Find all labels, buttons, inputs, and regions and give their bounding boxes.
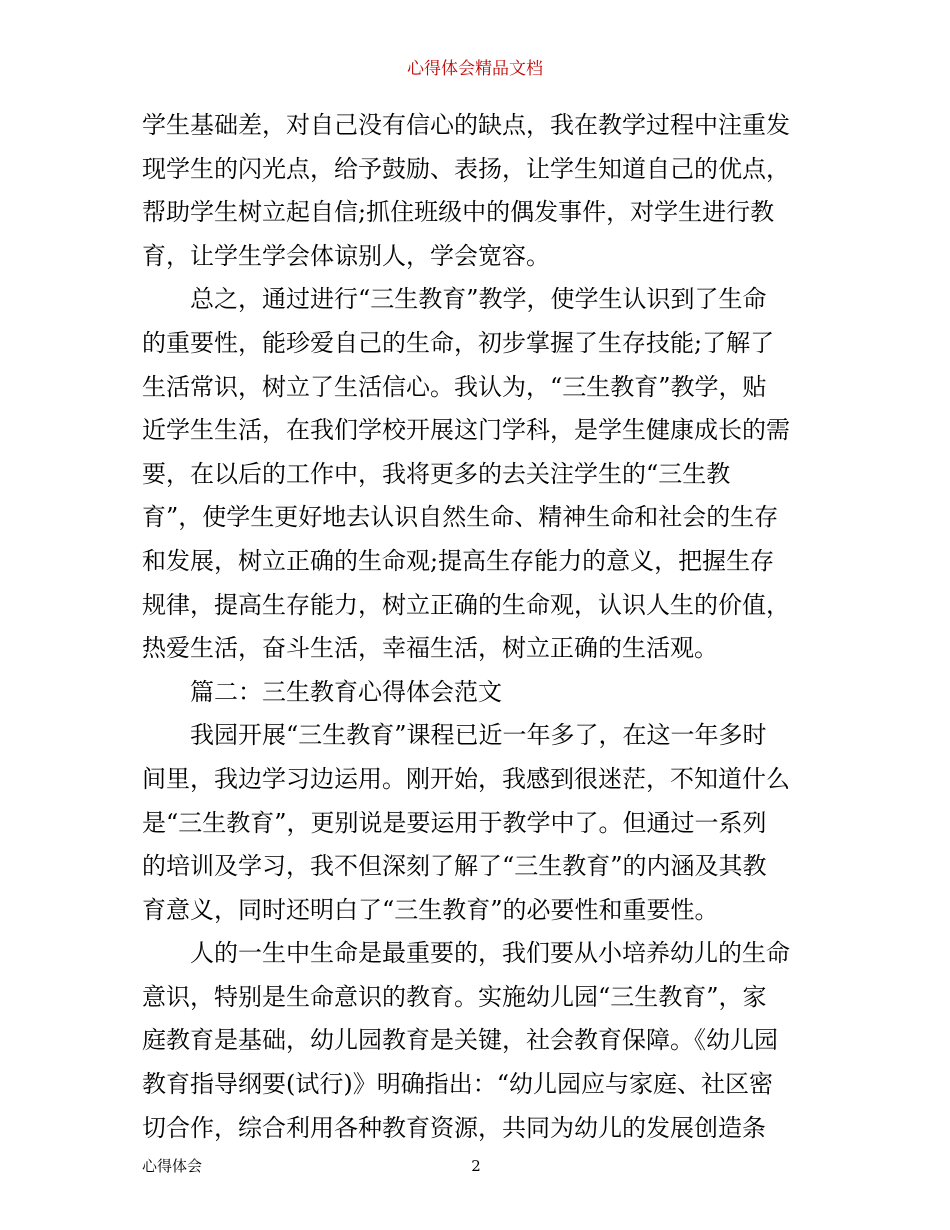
text-line: 总之，通过进行“三生教育”教学，使学生认识到了生命: [142, 285, 767, 314]
text-line: 要，在以后的工作中，我将更多的去关注学生的“三生教: [142, 459, 731, 488]
text-line: 人的一生中生命是最重要的，我们要从小培养幼儿的生命: [142, 939, 790, 968]
text-line: 帮助学生树立起自信;抓住班级中的偶发事件，对学生进行教: [142, 198, 775, 227]
document-header-title: 心得体会精品文档: [407, 59, 543, 79]
text-line: 学生基础差，对自己没有信心的缺点，我在教学过程中注重发: [142, 111, 790, 139]
section-heading: 篇二：三生教育心得体会范文: [142, 677, 502, 706]
footer-label: 心得体会: [142, 1157, 203, 1175]
text-line: 育”，使学生更好地去认识自然生命、精神生命和社会的生存: [142, 503, 779, 532]
text-line: 近学生生活，在我们学校开展这门学科，是学生健康成长的需: [142, 416, 790, 445]
text-line: 热爱生活，奋斗生活，幸福生活，树立正确的生活观。: [142, 634, 718, 663]
text-line: 教育指导纲要(试行)》明确指出：“幼儿园应与家庭、社区密: [142, 1070, 773, 1099]
text-line: 我园开展“三生教育”课程已近一年多了，在这一年多时: [142, 721, 767, 750]
text-line: 的重要性，能珍爱自己的生命，初步掌握了生存技能;了解了: [142, 328, 775, 357]
document-body: [142, 104, 812, 1150]
text-line: 现学生的闪光点，给予鼓励、表扬，让学生知道自己的优点，: [142, 154, 790, 183]
text-line: 切合作，综合利用各种教育资源，共同为幼儿的发展创造条: [142, 1113, 766, 1142]
text-line: 是“三生教育”，更别说是要运用于教学中了。但通过一系列: [142, 808, 767, 837]
text-line: 育意义，同时还明白了“三生教育”的必要性和重要性。: [142, 895, 719, 924]
text-line: 的培训及学习，我不但深刻了解了“三生教育”的内涵及其教: [142, 852, 767, 881]
text-line: 和发展，树立正确的生命观;提高生存能力的意义，把握生存: [142, 546, 775, 575]
text-line: 育，让学生学会体谅别人，学会宽容。: [142, 241, 550, 270]
text-line: 规律，提高生存能力，树立正确的生命观，认识人生的价值，: [142, 590, 790, 619]
text-line: 生活常识，树立了生活信心。我认为，“三生教育”教学，贴: [142, 372, 767, 401]
text-line: 间里，我边学习边运用。刚开始，我感到很迷茫，不知道什么: [142, 764, 790, 793]
text-line: 意识，特别是生命意识的教育。实施幼儿园“三生教育”，家: [142, 982, 767, 1011]
text-line: 庭教育是基础，幼儿园教育是关键，社会教育保障。《幼儿园: [142, 1026, 778, 1055]
page-number: 2: [471, 1157, 481, 1175]
